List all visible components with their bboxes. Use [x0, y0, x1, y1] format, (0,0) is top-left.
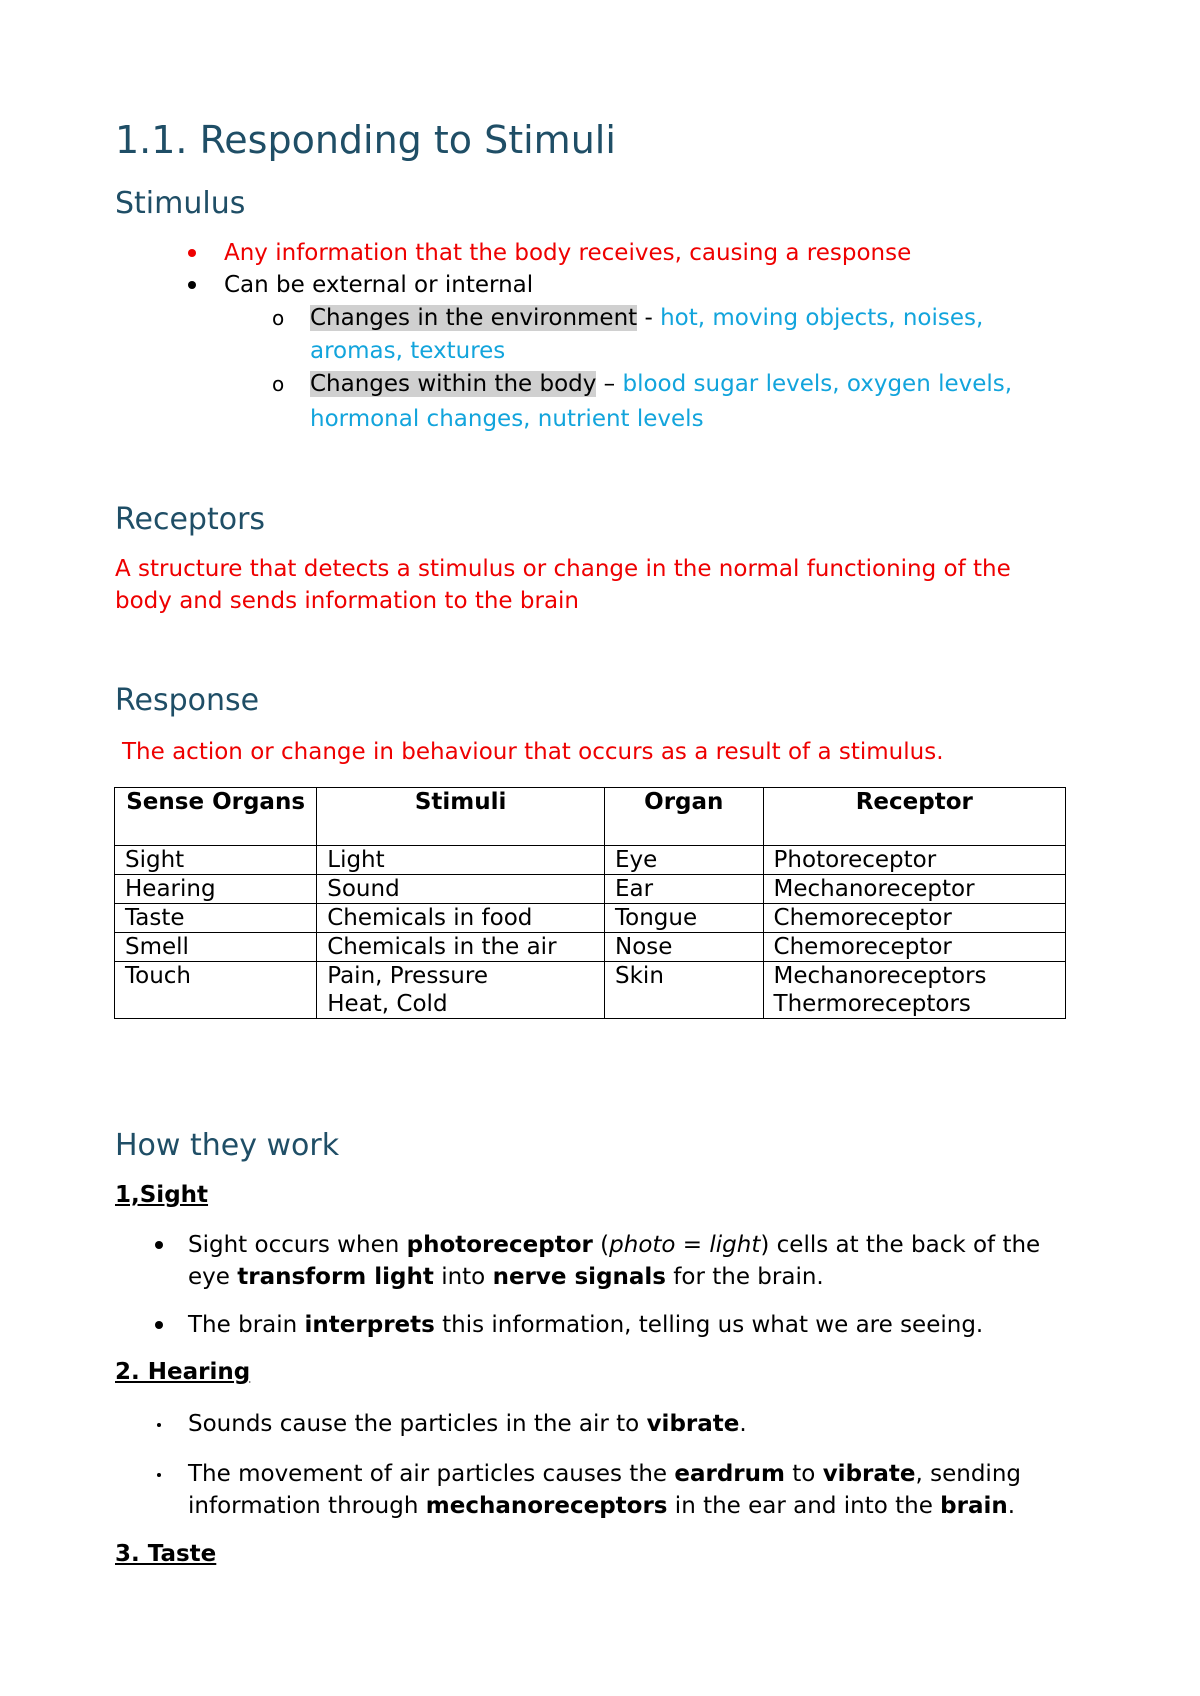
- external-changes: [310, 301, 983, 335]
- table-cell: Chemicals in food: [317, 904, 605, 933]
- table-cell: Taste: [115, 904, 317, 933]
- table-row: [115, 875, 1066, 904]
- sight-bullet-1-line-2: [188, 1260, 824, 1294]
- text-run: Sounds cause the particles in the air to: [188, 1411, 647, 1437]
- table-cell: Sight: [115, 846, 317, 875]
- sense-organs-table: [114, 787, 1066, 1019]
- text-run: .: [739, 1411, 747, 1437]
- internal-examples-1: blood sugar levels, oxygen levels,: [622, 371, 1013, 397]
- table-cell: Ear: [605, 875, 764, 904]
- separator: -: [637, 305, 661, 331]
- sight-bullet-2: [188, 1308, 983, 1342]
- text-run: eardrum: [674, 1461, 785, 1487]
- hollow-bullet-icon: o: [272, 306, 285, 330]
- text-run: interprets: [304, 1312, 435, 1338]
- internal-examples-2: hormonal changes, nutrient levels: [310, 406, 704, 432]
- table-row: [115, 846, 1066, 875]
- text-run: (: [592, 1232, 610, 1258]
- bullet-icon: [188, 281, 196, 289]
- text-run: vibrate: [822, 1461, 916, 1487]
- response-heading: Response: [115, 683, 260, 718]
- hollow-bullet-icon: o: [272, 372, 285, 396]
- stimulus-types: Can be external or internal: [224, 272, 534, 298]
- table-cell: Light: [317, 846, 605, 875]
- receptors-heading: Receptors: [115, 502, 266, 537]
- text-run: nerve signals: [492, 1264, 666, 1290]
- hearing-bullet-2-line-1: [188, 1457, 1021, 1491]
- header-organ: Organ: [605, 788, 764, 846]
- external-examples-1: hot, moving objects, noises,: [660, 305, 984, 331]
- text-run: into: [433, 1264, 493, 1290]
- text-run: in the ear and into the: [667, 1493, 941, 1519]
- table-cell: Skin: [605, 962, 764, 1019]
- text-run: transform light: [237, 1264, 434, 1290]
- text-run: .: [1007, 1493, 1016, 1519]
- table-cell: Mechanoreceptor: [763, 875, 1065, 904]
- table-cell: Chemicals in the air: [317, 933, 605, 962]
- text-run: , sending: [915, 1461, 1021, 1487]
- external-examples-2: aromas, textures: [310, 338, 506, 364]
- how-heading: How they work: [115, 1128, 340, 1163]
- text-run: this information, telling us what we are seeing.: [434, 1312, 984, 1338]
- table-cell: Touch: [115, 962, 317, 1019]
- sight-subheading: 1,Sight: [115, 1182, 209, 1208]
- hearing-subheading: 2. Hearing: [115, 1359, 251, 1385]
- table-row: [115, 933, 1066, 962]
- internal-changes-term: Changes within the body: [310, 371, 597, 397]
- external-changes-term: Changes in the environment: [310, 305, 638, 331]
- bullet-icon: [155, 1321, 163, 1329]
- table-cell: Mechanoreceptors Thermoreceptors: [763, 962, 1065, 1019]
- bullet-icon: [157, 1423, 161, 1427]
- text-run: information through: [188, 1493, 426, 1519]
- text-run: The movement of air particles causes the: [188, 1461, 675, 1487]
- header-receptor: Receptor: [763, 788, 1065, 846]
- text-run: The brain: [188, 1312, 305, 1338]
- bullet-icon: [157, 1473, 161, 1477]
- table-header-row: [115, 788, 1066, 846]
- receptors-definition-2: body and sends information to the brain: [115, 588, 580, 614]
- text-run: mechanoreceptors: [425, 1493, 668, 1519]
- table-row: [115, 904, 1066, 933]
- sight-bullet-1-line-1: [188, 1228, 1040, 1262]
- table-row: [115, 962, 1066, 1019]
- text-run: for the brain.: [666, 1264, 824, 1290]
- response-definition: The action or change in behaviour that occurs as a result of a stimulus.: [122, 739, 944, 765]
- text-run: photo = light: [609, 1232, 761, 1258]
- text-run: photoreceptor: [406, 1232, 593, 1258]
- table-cell: Chemoreceptor: [763, 904, 1065, 933]
- receptors-definition-1: A structure that detects a stimulus or change in the normal functioning of the: [115, 556, 1011, 582]
- text-run: eye: [188, 1264, 238, 1290]
- table-cell: Chemoreceptor: [763, 933, 1065, 962]
- table-cell: Tongue: [605, 904, 764, 933]
- table-cell: Pain, Pressure Heat, Cold: [317, 962, 605, 1019]
- hearing-bullet-2-line-2: [188, 1489, 1015, 1523]
- bullet-icon: [188, 249, 196, 257]
- hearing-bullet-1: [188, 1407, 747, 1441]
- internal-changes: [310, 367, 1012, 401]
- text-run: to: [784, 1461, 823, 1487]
- header-sense-organs: Sense Organs: [115, 788, 317, 846]
- table-cell: Smell: [115, 933, 317, 962]
- table-cell: Sound: [317, 875, 605, 904]
- text-run: ) cells at the back of the: [760, 1232, 1041, 1258]
- header-stimuli: Stimuli: [317, 788, 605, 846]
- table-cell: Eye: [605, 846, 764, 875]
- text-run: vibrate: [646, 1411, 740, 1437]
- table-cell: Nose: [605, 933, 764, 962]
- stimulus-definition: Any information that the body receives, causing a response: [224, 240, 912, 266]
- page-title: 1.1. Responding to Stimuli: [115, 118, 616, 162]
- table-cell: Photoreceptor: [763, 846, 1065, 875]
- text-run: brain: [940, 1493, 1008, 1519]
- text-run: Sight occurs when: [188, 1232, 407, 1258]
- bullet-icon: [155, 1241, 163, 1249]
- separator: –: [596, 371, 623, 397]
- stimulus-heading: Stimulus: [115, 186, 246, 221]
- table-cell: Hearing: [115, 875, 317, 904]
- taste-subheading: 3. Taste: [115, 1541, 217, 1567]
